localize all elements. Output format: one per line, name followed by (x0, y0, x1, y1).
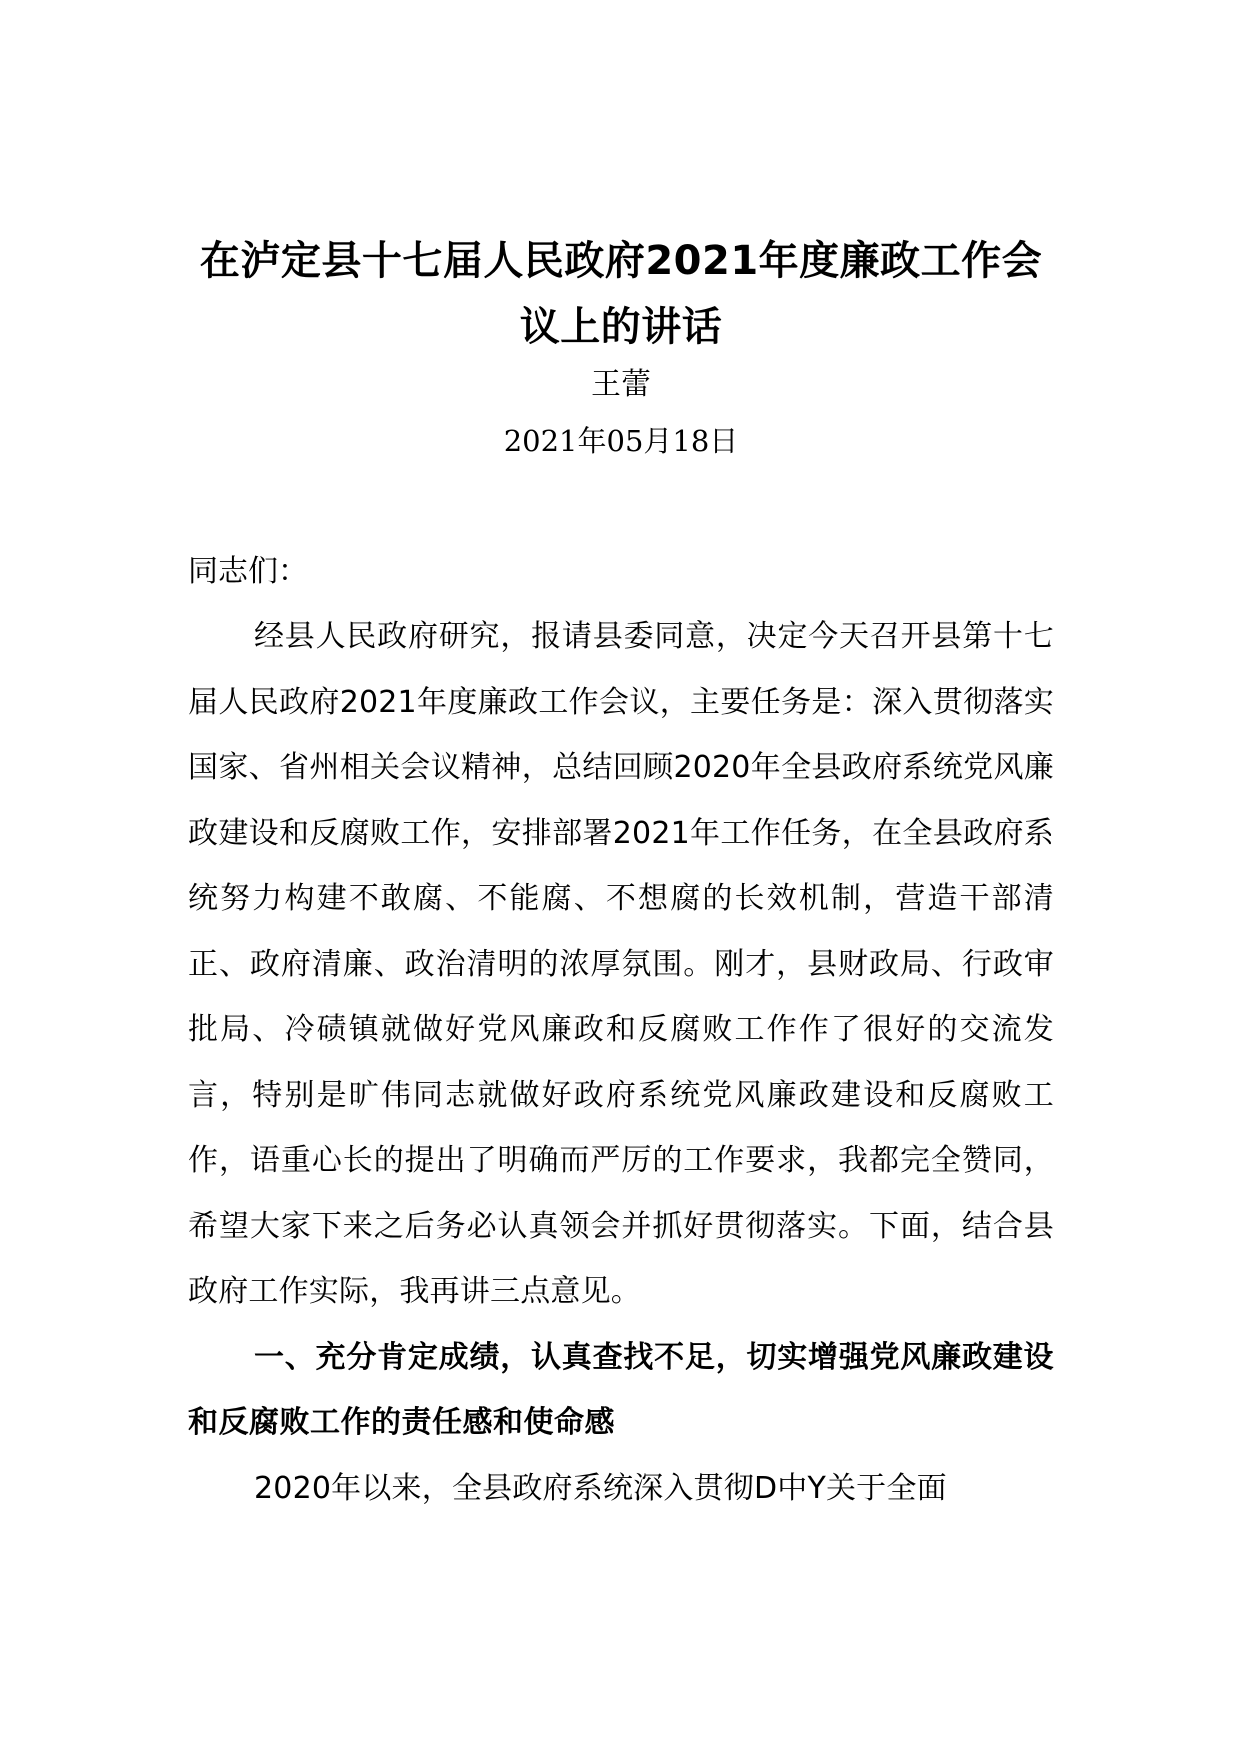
speech-title: 在泸定县十七届人民政府2021年度廉政工作会议上的讲话 (199, 238, 1043, 350)
document-body (188, 228, 1054, 1521)
paragraph-section-1: 2020年以来，全县政府系统深入贯彻D中Y关于全面 (254, 1470, 947, 1506)
speech-date: 2021年05月18日 (503, 424, 739, 458)
paragraph-intro: 经县人民政府研究，报请县委同意，决定今天召开县第十七届人民政府2021年度廉政工作会议，主要任务是：深入贯彻落实国家、省州相关会议精神，总结回顾2020年全县政府系统党风廉政建设和反腐败工作，安排部署2021年工作任务，在全县政府系统努力构建不敢腐、不能腐、不想腐的长效机制，营造干部清正、政府清廉、政治清明的浓厚氛围。刚才，县财政局、行政审批局、冷碛镇就做好党风廉政和反腐败工作作了很好的交流发言，特别是旷伟同志就做好政府系统党风廉政建设和反腐败工作，语重心长的提出了明确而严厉的工作要求，我都完全赞同，希望大家下来之后务必认真领会并抓好贯彻落实。下面，结合县政府工作实际，我再讲三点意见。 (188, 619, 1054, 1309)
section-heading-1: 一、充分肯定成绩，认真查找不足，切实增强党风廉政建设和反腐败工作的责任感和使命感 (188, 1339, 1054, 1440)
speech-author: 王蕾 (591, 367, 651, 402)
salutation: 同志们： (188, 554, 308, 589)
